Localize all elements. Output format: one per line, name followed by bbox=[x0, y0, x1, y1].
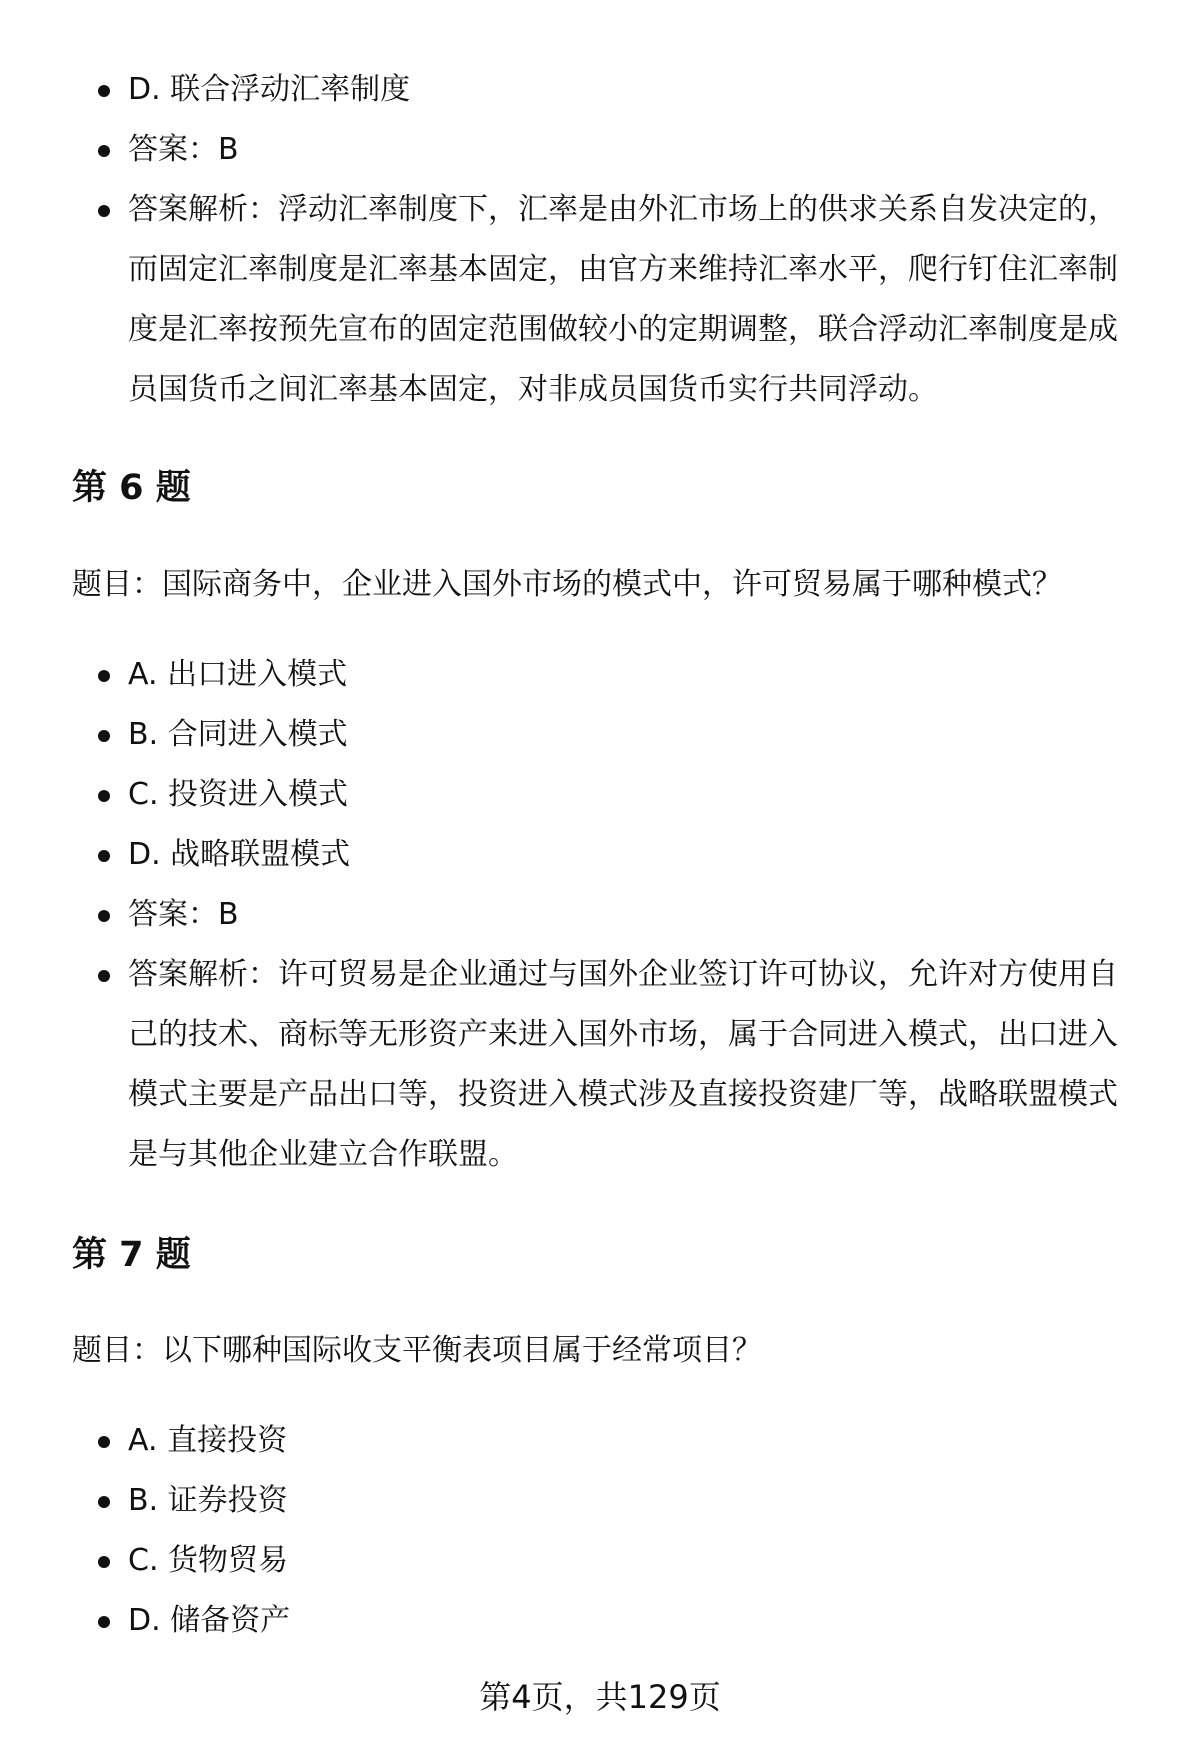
option-c: C. 投资进入模式 bbox=[0, 765, 1200, 825]
answer-explanation: 答案解析：许可贸易是企业通过与国外企业签订许可协议，允许对方使用自己的技术、商标等无形资产来进入国外市场，属于合同进入模式，出口进入模式主要是产品出口等，投资进入模式涉及直接投资建厂等，战略联盟模式是与其他企业建立合作联盟。 bbox=[0, 945, 1200, 1185]
answer-explanation: 答案解析：浮动汇率制度下，汇率是由外汇市场上的供求关系自发决定的，而固定汇率制度是汇率基本固定，由官方来维持汇率水平，爬行钉住汇率制度是汇率按预先宣布的固定范围做较小的定期调整，联合浮动汇率制度是成员国货币之间汇率基本固定，对非成员国货币实行共同浮动。 bbox=[0, 180, 1200, 420]
option-b: B. 证券投资 bbox=[0, 1471, 1200, 1531]
question-7-list bbox=[0, 1411, 1200, 1651]
question-6-heading: 第 6 题 bbox=[72, 468, 191, 508]
question-6-text: 题目：国际商务中，企业进入国外市场的模式中，许可贸易属于哪种模式？ bbox=[72, 567, 1062, 602]
page-number: 第4页，共129页 bbox=[479, 1678, 721, 1716]
option-d: D. 储备资产 bbox=[0, 1591, 1200, 1651]
option-b: B. 合同进入模式 bbox=[0, 705, 1200, 765]
question-7-text: 题目：以下哪种国际收支平衡表项目属于经常项目？ bbox=[72, 1333, 762, 1368]
option-d: D. 战略联盟模式 bbox=[0, 825, 1200, 885]
question-6-list bbox=[0, 645, 1200, 1185]
prev-question-list bbox=[0, 60, 1200, 420]
answer: 答案：B bbox=[0, 885, 1200, 945]
option-a: A. 出口进入模式 bbox=[0, 645, 1200, 705]
option-c: C. 货物贸易 bbox=[0, 1531, 1200, 1591]
question-7-heading: 第 7 题 bbox=[72, 1235, 191, 1275]
option-a: A. 直接投资 bbox=[0, 1411, 1200, 1471]
option-d: D. 联合浮动汇率制度 bbox=[0, 60, 1200, 120]
answer: 答案：B bbox=[0, 120, 1200, 180]
